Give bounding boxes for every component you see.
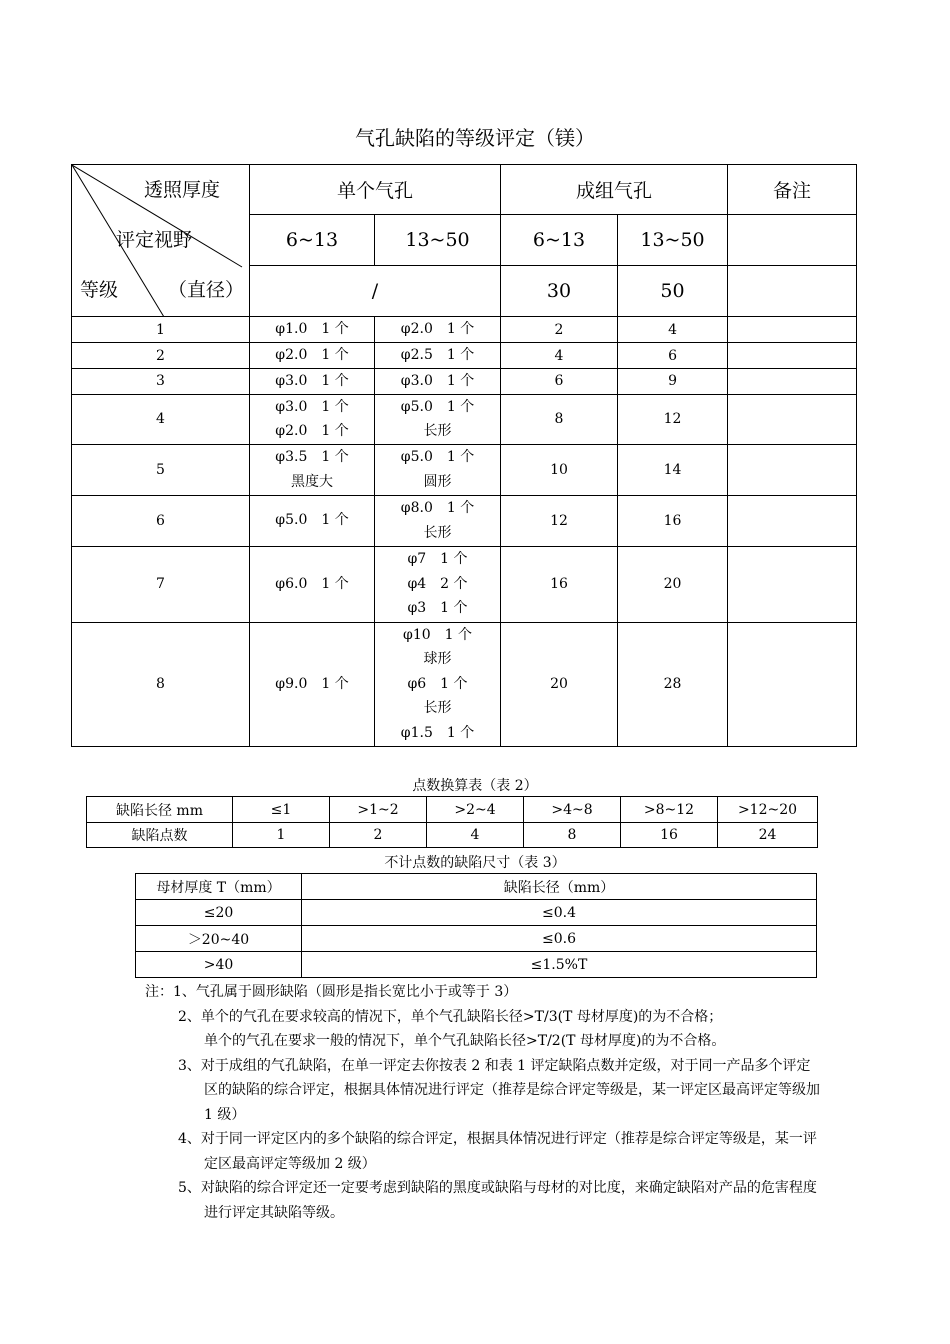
remark-cell [728, 394, 857, 444]
field-single-cell: / [250, 266, 501, 317]
field-group-cell: 30 [501, 266, 618, 317]
grade-row [72, 343, 857, 369]
cell-line: φ3.0 1 个 [275, 398, 349, 415]
grade-row [72, 369, 857, 395]
grade-cell: 6 [72, 495, 250, 546]
table3-cell: ≤0.4 [302, 900, 817, 926]
cell-line: φ10 1 个 [403, 626, 472, 643]
cell-line: φ5.0 1 个 [400, 398, 475, 415]
remark-cell [728, 266, 857, 317]
table3-cell: ≤0.6 [302, 926, 817, 952]
single-6-13-cell [250, 622, 375, 746]
single-6-13-cell [250, 546, 375, 622]
grade-cell: 8 [72, 622, 250, 746]
table2-cell: >12~20 [718, 797, 818, 823]
cell-line: 长形 [423, 423, 452, 439]
remark-cell [728, 495, 857, 546]
corner-thickness-label: 透照厚度 [144, 179, 221, 201]
remark-cell [728, 622, 857, 746]
table2-cell: >8~12 [621, 797, 718, 823]
single-6-13-cell [250, 369, 375, 395]
grade-cell: 3 [72, 369, 250, 395]
group-6-13-cell: 2 [501, 317, 618, 343]
grade-row [72, 394, 857, 444]
table2-cell: ≤1 [233, 797, 330, 823]
group-13-50-cell: 12 [618, 394, 728, 444]
grading-table [71, 164, 857, 747]
table3-caption: 不计点数的缺陷尺寸（表 3） [384, 855, 566, 871]
cell-line: φ7 1 个 [407, 551, 468, 568]
group-6-13-cell: 16 [501, 546, 618, 622]
remark-cell [728, 343, 857, 369]
table2-caption: 点数换算表（表 2） [412, 778, 538, 794]
single-13-50-cell [375, 317, 501, 343]
group-6-13-cell: 12 [501, 495, 618, 546]
range-cell: 6~13 [250, 215, 375, 266]
cell-line: φ5.0 1 个 [400, 449, 475, 465]
cell-line: φ8.0 1 个 [400, 500, 475, 516]
corner-field-label: 评定视野 [116, 229, 193, 251]
grade-row [72, 317, 857, 343]
corner-diameter-label: （直径） [168, 279, 245, 301]
grade-row [72, 444, 857, 495]
group-13-50-cell: 14 [618, 444, 728, 495]
remark-header: 备注 [728, 165, 857, 215]
grade-cell: 4 [72, 394, 250, 444]
group-6-13-cell: 10 [501, 444, 618, 495]
group-13-50-cell: 16 [618, 495, 728, 546]
cell-line: φ3.0 1 个 [275, 373, 349, 389]
table3-header-cell: 母材厚度 T（mm） [136, 874, 302, 900]
note-1: 注：1、气孔属于圆形缺陷（圆形是指长宽比小于或等于 3） [145, 984, 518, 1000]
table2-row-label: 缺陷点数 [87, 823, 233, 848]
single-6-13-cell [250, 495, 375, 546]
table3-cell: ≤1.5%T [302, 952, 817, 978]
group-6-13-cell: 20 [501, 622, 618, 746]
grade-row [72, 622, 857, 746]
group-13-50-cell: 28 [618, 622, 728, 746]
grade-cell: 1 [72, 317, 250, 343]
cell-line: φ1.5 1 个 [400, 724, 475, 741]
note-2a: 2、单个的气孔在要求较高的情况下，单个气孔缺陷长径>T/3(T 母材厚度)的为不合格； [178, 1008, 723, 1025]
notes [145, 980, 820, 1225]
cell-line: φ2.0 1 个 [275, 347, 349, 364]
range-cell: 6~13 [501, 215, 618, 266]
single-6-13-cell [250, 343, 375, 369]
single-6-13-cell [250, 317, 375, 343]
group-6-13-cell: 8 [501, 394, 618, 444]
cell-line: φ2.0 1 个 [400, 321, 475, 338]
range-cell: 13~50 [375, 215, 501, 266]
single-13-50-cell [375, 546, 501, 622]
group-6-13-cell: 4 [501, 343, 618, 369]
table3-header-cell: 缺陷长径（mm） [302, 874, 817, 900]
corner-grade-label: 等级 [80, 279, 119, 301]
table3-cell: ≤20 [136, 900, 302, 926]
grade-row [72, 495, 857, 546]
note-5: 5、对缺陷的综合评定还一定要考虑到缺陷的黑度或缺陷与母材的对比度，来确定缺陷对产品的危害程度进行评定其缺陷等级。 [178, 1180, 817, 1221]
single-pore-header: 单个气孔 [250, 165, 501, 215]
table3-cell: ＞20~40 [136, 926, 302, 952]
note-2b: 单个的气孔在要求一般的情况下，单个气孔缺陷长径>T/2(T 母材厚度)的为不合格。 [204, 1033, 726, 1049]
table2-cell: >1~2 [330, 797, 427, 823]
group-6-13-cell: 6 [501, 369, 618, 395]
single-13-50-cell [375, 444, 501, 495]
group-13-50-cell: 9 [618, 369, 728, 395]
table2-cell: 24 [718, 823, 818, 848]
group-pore-header: 成组气孔 [501, 165, 728, 215]
remark-cell [728, 444, 857, 495]
cell-line: φ3.0 1 个 [400, 373, 475, 389]
table3-row [136, 900, 817, 926]
points-conversion-table [86, 796, 818, 848]
table3-cell: >40 [136, 952, 302, 978]
group-13-50-cell: 20 [618, 546, 728, 622]
cell-line: φ2.0 1 个 [275, 423, 349, 439]
note-3: 3、对于成组的气孔缺陷，在单一评定去你按表 2 和表 1 评定缺陷点数并定级，对于同一产品多个评定区的缺陷的综合评定，根据具体情况进行评定（推荐是综合评定等级是，某一评定区最高评定等级加 1 级） [178, 1057, 820, 1123]
range-cell: 13~50 [618, 215, 728, 266]
table2-cell: 1 [233, 823, 330, 848]
grade-cell: 2 [72, 343, 250, 369]
page-title: 气孔缺陷的等级评定（镁） [355, 126, 595, 150]
single-13-50-cell [375, 622, 501, 746]
cell-line: φ1.0 1 个 [275, 321, 349, 338]
single-6-13-cell [250, 394, 375, 444]
cell-line: 球形 [423, 651, 452, 668]
cell-line: φ5.0 1 个 [275, 512, 349, 529]
table2-cell: >4~8 [524, 797, 621, 823]
diagonal-header-cell [72, 165, 250, 317]
remark-cell [728, 369, 857, 395]
cell-line: 长形 [423, 700, 452, 717]
table3-row [136, 952, 817, 978]
cell-line: φ2.5 1 个 [400, 347, 475, 364]
cell-line: φ3 1 个 [407, 600, 468, 617]
table2-cell: 4 [427, 823, 524, 848]
grade-row [72, 546, 857, 622]
single-13-50-cell [375, 343, 501, 369]
note-4: 4、对于同一评定区内的多个缺陷的综合评定，根据具体情况进行评定（推荐是综合评定等级是，某一评定区最高评定等级加 2 级） [178, 1131, 817, 1172]
single-13-50-cell [375, 495, 501, 546]
table3-row [136, 926, 817, 952]
table2-cell: 16 [621, 823, 718, 848]
group-13-50-cell: 4 [618, 317, 728, 343]
group-13-50-cell: 6 [618, 343, 728, 369]
grade-cell: 5 [72, 444, 250, 495]
remark-cell [728, 546, 857, 622]
cell-line: φ4 2 个 [407, 575, 468, 592]
table2-cell: 8 [524, 823, 621, 848]
table2-cell: 2 [330, 823, 427, 848]
cell-line: φ6.0 1 个 [275, 575, 349, 592]
cell-line: φ9.0 1 个 [275, 675, 349, 692]
field-group-cell: 50 [618, 266, 728, 317]
single-13-50-cell [375, 369, 501, 395]
cell-line: 黑度大 [291, 473, 333, 490]
remark-cell [728, 215, 857, 266]
cell-line: 长形 [423, 524, 452, 541]
table2-row-label: 缺陷长径 mm [87, 797, 233, 823]
grade-cell: 7 [72, 546, 250, 622]
table2-cell: >2~4 [427, 797, 524, 823]
cell-line: φ6 1 个 [407, 675, 468, 692]
single-6-13-cell [250, 444, 375, 495]
remark-cell [728, 317, 857, 343]
single-13-50-cell [375, 394, 501, 444]
cell-line: 圆形 [423, 473, 452, 490]
cell-line: φ3.5 1 个 [275, 449, 349, 465]
ignored-defect-size-table [135, 873, 817, 978]
